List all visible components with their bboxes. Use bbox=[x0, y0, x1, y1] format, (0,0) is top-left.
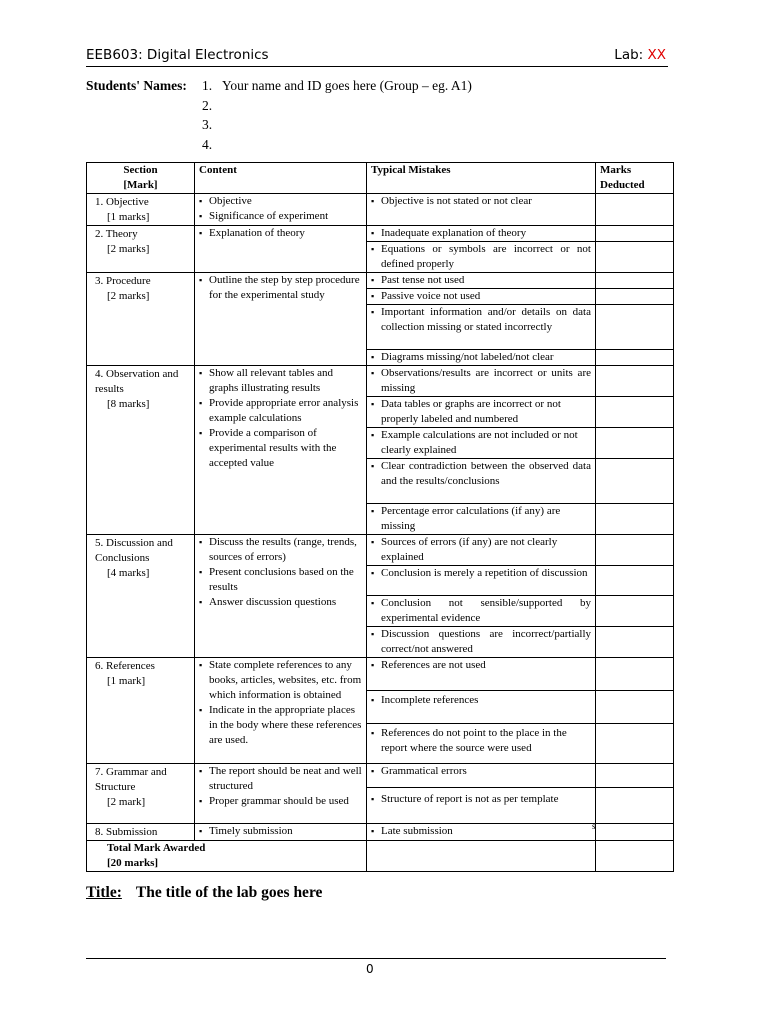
student-entry-3[interactable]: 3. bbox=[202, 117, 213, 132]
marks-deducted-cell[interactable] bbox=[596, 824, 674, 841]
table-row bbox=[87, 535, 674, 566]
student-entry-4[interactable]: 4. bbox=[202, 136, 213, 152]
student-entry-2[interactable]: 2. bbox=[202, 97, 213, 113]
mistake-cell: ▪ Observations/results are incorrect or units are missing bbox=[367, 366, 596, 397]
table-row bbox=[87, 194, 674, 226]
marks-deducted-cell[interactable] bbox=[596, 273, 674, 289]
mistake-cell: ▪ Example calculations are not included or not clearly explained bbox=[367, 428, 596, 459]
section-cell: 6. References [1 mark] bbox=[87, 658, 195, 764]
content-cell: ▪ The report should be neat and well structured ▪ Proper grammar should be used bbox=[195, 764, 367, 824]
marks-deducted-cell[interactable] bbox=[596, 305, 674, 350]
marks-deducted-cell[interactable] bbox=[596, 724, 674, 764]
mistake-cell: ▪ Clear contradiction between the observed data and the results/conclusions bbox=[367, 459, 596, 504]
section-cell: 5. Discussion and Conclusions [4 marks] bbox=[87, 535, 195, 658]
mistake-cell: ▪ Passive voice not used bbox=[367, 289, 596, 305]
header-mistakes: Typical Mistakes bbox=[367, 163, 596, 194]
marks-deducted-cell[interactable] bbox=[596, 366, 674, 397]
marks-deducted-cell[interactable] bbox=[596, 788, 674, 824]
page-header bbox=[86, 44, 668, 67]
marks-deducted-cell[interactable] bbox=[596, 194, 674, 226]
total-row bbox=[87, 841, 674, 872]
content-cell: ▪ Show all relevant tables and graphs illustrating results ▪ Provide appropriate error analysis example calculations ▪ Provide a comparison of experimental results with the accepted value bbox=[195, 366, 367, 535]
title-text[interactable]: The title of the lab goes here bbox=[135, 884, 323, 901]
section-cell: 1. Objective [1 marks] bbox=[87, 194, 195, 226]
table-row bbox=[87, 273, 674, 289]
marks-deducted-cell[interactable] bbox=[596, 504, 674, 535]
rubric-table bbox=[86, 162, 674, 872]
marks-deducted-cell[interactable] bbox=[596, 289, 674, 305]
header-section: Section [Mark] bbox=[87, 163, 195, 194]
footer-rule bbox=[86, 958, 666, 959]
course-title: EEB603: Digital Electronics bbox=[86, 47, 269, 63]
section-cell: 8. Submission bbox=[87, 824, 195, 841]
mistake-cell: ▪ Past tense not used bbox=[367, 273, 596, 289]
marks-deducted-cell[interactable] bbox=[596, 226, 674, 242]
section-cell: 7. Grammar and Structure [2 mark] bbox=[87, 764, 195, 824]
marks-deducted-cell[interactable] bbox=[596, 397, 674, 428]
marks-deducted-cell[interactable] bbox=[596, 764, 674, 788]
total-blank-cell bbox=[367, 841, 596, 872]
total-label: Total Mark Awarded [20 marks] bbox=[87, 841, 367, 872]
marks-deducted-cell[interactable] bbox=[596, 459, 674, 504]
content-cell: ▪ Objective ▪ Significance of experiment bbox=[195, 194, 367, 226]
marks-deducted-cell[interactable] bbox=[596, 566, 674, 596]
content-cell: ▪ Explanation of theory bbox=[195, 226, 367, 273]
mistake-cell: ▪ Important information and/or details on data collection missing or stated incorrectly bbox=[367, 305, 596, 350]
mistake-cell: ▪ Percentage error calculations (if any) are missing bbox=[367, 504, 596, 535]
page-number: 0 bbox=[366, 962, 374, 976]
marks-deducted-cell[interactable] bbox=[596, 691, 674, 724]
table-row bbox=[87, 658, 674, 691]
content-cell: ▪ Timely submission bbox=[195, 824, 367, 841]
mistake-cell: ▪ Sources of errors (if any) are not clearly explained bbox=[367, 535, 596, 566]
table-row bbox=[87, 366, 674, 397]
header-marks: Marks Deducted bbox=[596, 163, 674, 194]
stray-character: s bbox=[592, 821, 596, 831]
content-cell: ▪ Outline the step by step procedure for the experimental study bbox=[195, 273, 367, 366]
marks-deducted-cell[interactable] bbox=[596, 596, 674, 627]
marks-deducted-cell[interactable] bbox=[596, 242, 674, 273]
table-header-row bbox=[87, 163, 674, 194]
content-cell: ▪ State complete references to any books, articles, websites, etc. from which information is obtained ▪ Indicate in the appropriate places in the body where these references are used. bbox=[195, 658, 367, 764]
marks-deducted-cell[interactable] bbox=[596, 658, 674, 691]
table-row bbox=[87, 764, 674, 788]
marks-deducted-cell[interactable] bbox=[596, 627, 674, 658]
header-content: Content bbox=[195, 163, 367, 194]
mistake-cell: ▪ References do not point to the place in the report where the source were used bbox=[367, 724, 596, 764]
mistake-cell: ▪ References are not used bbox=[367, 658, 596, 691]
mistake-cell: ▪ Equations or symbols are incorrect or not defined properly bbox=[367, 242, 596, 273]
lab-title bbox=[86, 884, 322, 902]
mistake-cell: ▪ Grammatical errors bbox=[367, 764, 596, 788]
students-list bbox=[202, 76, 472, 154]
content-cell: ▪ Discuss the results (range, trends, sources of errors) ▪ Present conclusions based on the results ▪ Answer discussion questions bbox=[195, 535, 367, 658]
marks-deducted-cell[interactable] bbox=[596, 535, 674, 566]
table-row bbox=[87, 226, 674, 242]
mistake-cell: ▪ Incomplete references bbox=[367, 691, 596, 724]
section-cell: 4. Observation and results [8 marks] bbox=[87, 366, 195, 535]
lab-value: XX bbox=[647, 47, 666, 63]
mistake-cell: ▪ Structure of report is not as per template bbox=[367, 788, 596, 824]
title-label: Title: bbox=[86, 884, 122, 901]
table-row bbox=[87, 824, 674, 841]
marks-deducted-cell[interactable] bbox=[596, 428, 674, 459]
section-cell: 3. Procedure [2 marks] bbox=[87, 273, 195, 366]
mistake-cell: ▪ Objective is not stated or not clear bbox=[367, 194, 596, 226]
mistake-cell: ▪ Late submission bbox=[367, 824, 596, 841]
student-entry-1[interactable]: 1. Your name and ID goes here (Group – eg. A1) bbox=[202, 78, 472, 93]
marks-deducted-cell[interactable] bbox=[596, 350, 674, 366]
mistake-cell: ▪ Diagrams missing/not labeled/not clear bbox=[367, 350, 596, 366]
section-cell: 2. Theory [2 marks] bbox=[87, 226, 195, 273]
mistake-cell: ▪ Conclusion not sensible/supported by experimental evidence bbox=[367, 596, 596, 627]
lab-number bbox=[614, 47, 666, 63]
mistake-cell: ▪ Discussion questions are incorrect/partially correct/not answered bbox=[367, 627, 596, 658]
lab-prefix: Lab: bbox=[614, 47, 648, 63]
mistake-cell: ▪ Conclusion is merely a repetition of discussion bbox=[367, 566, 596, 596]
mistake-cell: ▪ Inadequate explanation of theory bbox=[367, 226, 596, 242]
students-label: Students' Names: bbox=[86, 78, 187, 93]
total-marks-cell[interactable] bbox=[596, 841, 674, 872]
mistake-cell: ▪ Data tables or graphs are incorrect or not properly labeled and numbered bbox=[367, 397, 596, 428]
